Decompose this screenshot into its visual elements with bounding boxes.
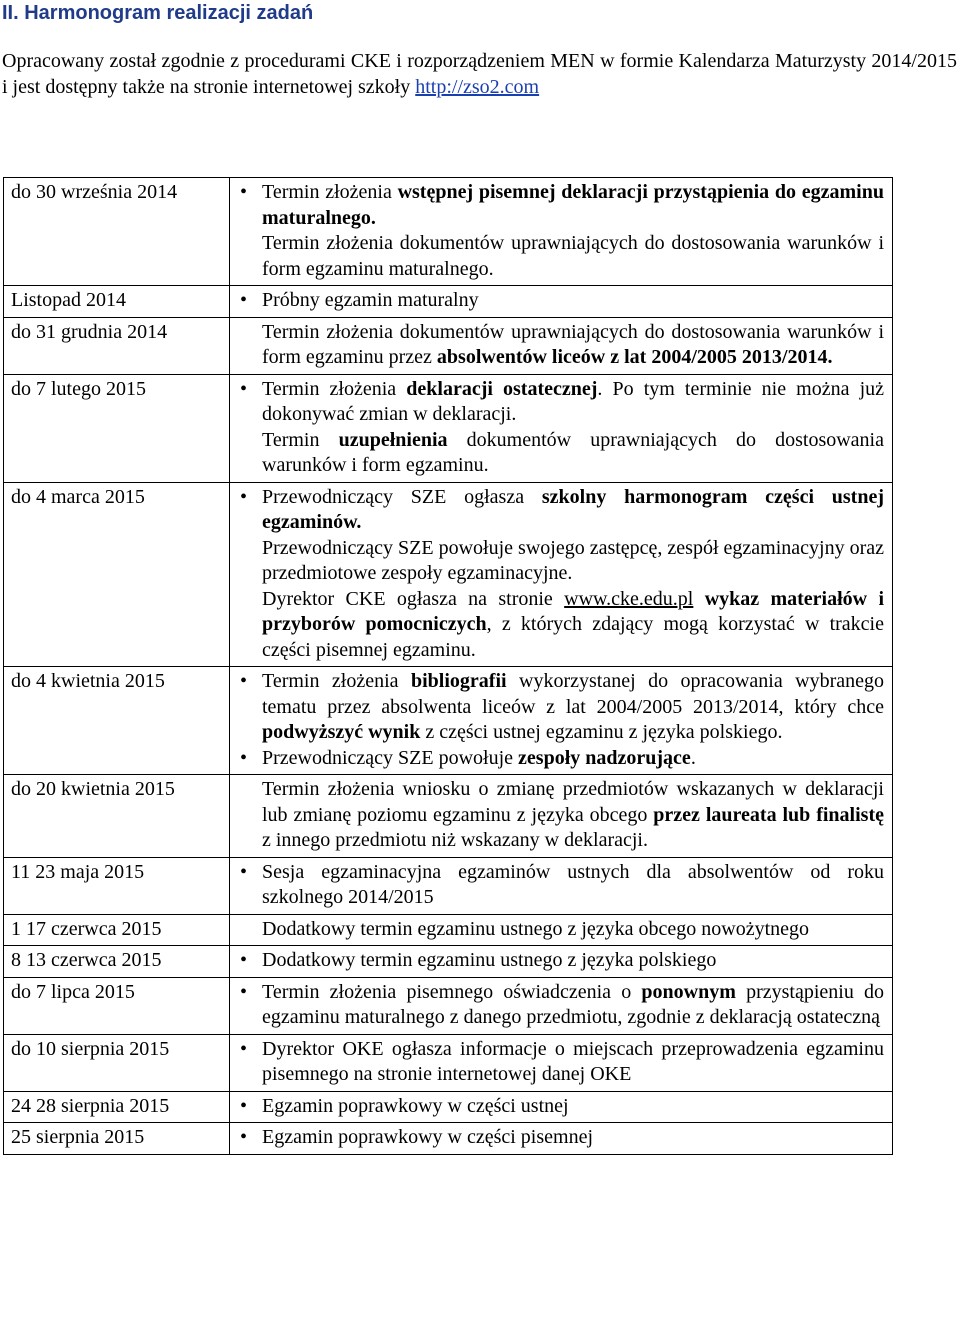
- schedule-row: [4, 1123, 893, 1155]
- schedule-date: do 7 lipca 2015: [4, 977, 230, 1034]
- text-item: Dyrektor CKE ogłasza na stronie www.cke.edu.pl wykaz materiałów i przyborów pomocniczych, z których zdający mogą korzystać w trakcie części pisemnej egzaminu.: [262, 587, 884, 661]
- schedule-description: [230, 946, 893, 978]
- schedule-row: [4, 946, 893, 978]
- intro-paragraph: [2, 48, 957, 100]
- schedule-description: [230, 1123, 893, 1155]
- schedule-date: do 4 marca 2015: [4, 482, 230, 667]
- schedule-date: 24 28 sierpnia 2015: [4, 1091, 230, 1123]
- text-item: Termin złożenia dokumentów uprawniających do dostosowania warunków i form egzaminu przez absolwentów liceów z lat 2004/2005 2013/2014.: [262, 320, 884, 368]
- schedule-date: Listopad 2014: [4, 286, 230, 318]
- schedule-date: do 31 grudnia 2014: [4, 317, 230, 374]
- schedule-date: do 10 sierpnia 2015: [4, 1034, 230, 1091]
- text-item: Termin złożenia dokumentów uprawniających do dostosowania warunków i form egzaminu maturalnego.: [262, 232, 884, 280]
- schedule-row: [4, 482, 893, 667]
- text-item: Termin złożenia wniosku o zmianę przedmiotów wskazanych w deklaracji lub zmianę poziomu egzaminu z języka obcego przez laureata lub finalistę z innego przedmiotu niż wskazany w deklaracji.: [262, 778, 884, 851]
- page-heading: II. Harmonogram realizacji zadań: [2, 2, 314, 24]
- schedule-date: 8 13 czerwca 2015: [4, 946, 230, 978]
- schedule-date: do 30 września 2014: [4, 178, 230, 286]
- bullet-item: • Sesja egzaminacyjna egzaminów ustnych dla absolwentów od roku szkolnego 2014/2015: [236, 860, 884, 911]
- schedule-row: [4, 286, 893, 318]
- schedule-row: [4, 178, 893, 286]
- schedule-row: [4, 775, 893, 858]
- schedule-date: 1 17 czerwca 2015: [4, 914, 230, 946]
- bullet-item: • Egzamin poprawkowy w części pisemnej: [236, 1125, 884, 1151]
- schedule-row: [4, 914, 893, 946]
- schedule-row: [4, 317, 893, 374]
- schedule-description: [230, 914, 893, 946]
- schedule-description: [230, 857, 893, 914]
- schedule-date: do 20 kwietnia 2015: [4, 775, 230, 858]
- schedule-description: [230, 977, 893, 1034]
- schedule-date: do 7 lutego 2015: [4, 374, 230, 482]
- schedule-description: [230, 178, 893, 286]
- schedule-description: [230, 775, 893, 858]
- schedule-description: [230, 317, 893, 374]
- bullet-item: • Dodatkowy termin egzaminu ustnego z języka polskiego: [236, 948, 884, 974]
- schedule-date: 25 sierpnia 2015: [4, 1123, 230, 1155]
- text-item: Termin uzupełnienia dokumentów uprawniających do dostosowania warunków i form egzaminu.: [262, 428, 884, 476]
- bullet-item: • Próbny egzamin maturalny: [236, 288, 884, 314]
- bullet-item: • Przewodniczący SZE powołuje zespoły nadzorujące.: [236, 746, 884, 772]
- school-website-link[interactable]: http://zso2.com: [415, 76, 540, 98]
- schedule-description: [230, 1034, 893, 1091]
- bullet-item: • Egzamin poprawkowy w części ustnej: [236, 1094, 884, 1120]
- schedule-row: [4, 857, 893, 914]
- schedule-description: [230, 374, 893, 482]
- schedule-row: [4, 1034, 893, 1091]
- schedule-row: [4, 1091, 893, 1123]
- schedule-table: [3, 177, 893, 1155]
- schedule-description: [230, 286, 893, 318]
- bullet-item: • Dyrektor OKE ogłasza informacje o miejscach przeprowadzenia egzaminu pisemnego na stronie internetowej danej OKE: [236, 1037, 884, 1088]
- schedule-row: [4, 374, 893, 482]
- text-item: Przewodniczący SZE powołuje swojego zastępcę, zespół egzaminacyjny oraz przedmiotowe zespoły egzaminacyjne.: [262, 536, 884, 584]
- schedule-description: [230, 667, 893, 775]
- bullet-item: • Termin złożenia bibliografii wykorzystanej do opracowania wybranego tematu przez absolwenta liceów z lat 2004/2005 2013/2014, który chce podwyższyć wynik z części ustnej egzaminu z języka polskiego.: [236, 669, 884, 746]
- schedule-description: [230, 482, 893, 667]
- bullet-item: • Termin złożenia wstępnej pisemnej deklaracji przystąpienia do egzaminu maturalnego.: [236, 180, 884, 231]
- bullet-item: • Termin złożenia deklaracji ostatecznej. Po tym terminie nie można już dokonywać zmian w deklaracji.: [236, 377, 884, 428]
- schedule-date: 11 23 maja 2015: [4, 857, 230, 914]
- text-item: Dodatkowy termin egzaminu ustnego z języka obcego nowożytnego: [262, 917, 810, 940]
- schedule-description: [230, 1091, 893, 1123]
- intro-text: Opracowany został zgodnie z procedurami CKE i rozporządzeniem MEN w formie Kalendarza Maturzysty 2014/2015 i jest dostępny także na stronie internetowej szkoły: [2, 50, 957, 98]
- bullet-item: • Przewodniczący SZE ogłasza szkolny harmonogram części ustnej egzaminów.: [236, 485, 884, 536]
- bullet-item: • Termin złożenia pisemnego oświadczenia o ponownym przystąpieniu do egzaminu maturalnego z danego przedmiotu, zgodnie z deklaracją ostateczną: [236, 980, 884, 1031]
- schedule-date: do 4 kwietnia 2015: [4, 667, 230, 775]
- schedule-row: [4, 667, 893, 775]
- schedule-row: [4, 977, 893, 1034]
